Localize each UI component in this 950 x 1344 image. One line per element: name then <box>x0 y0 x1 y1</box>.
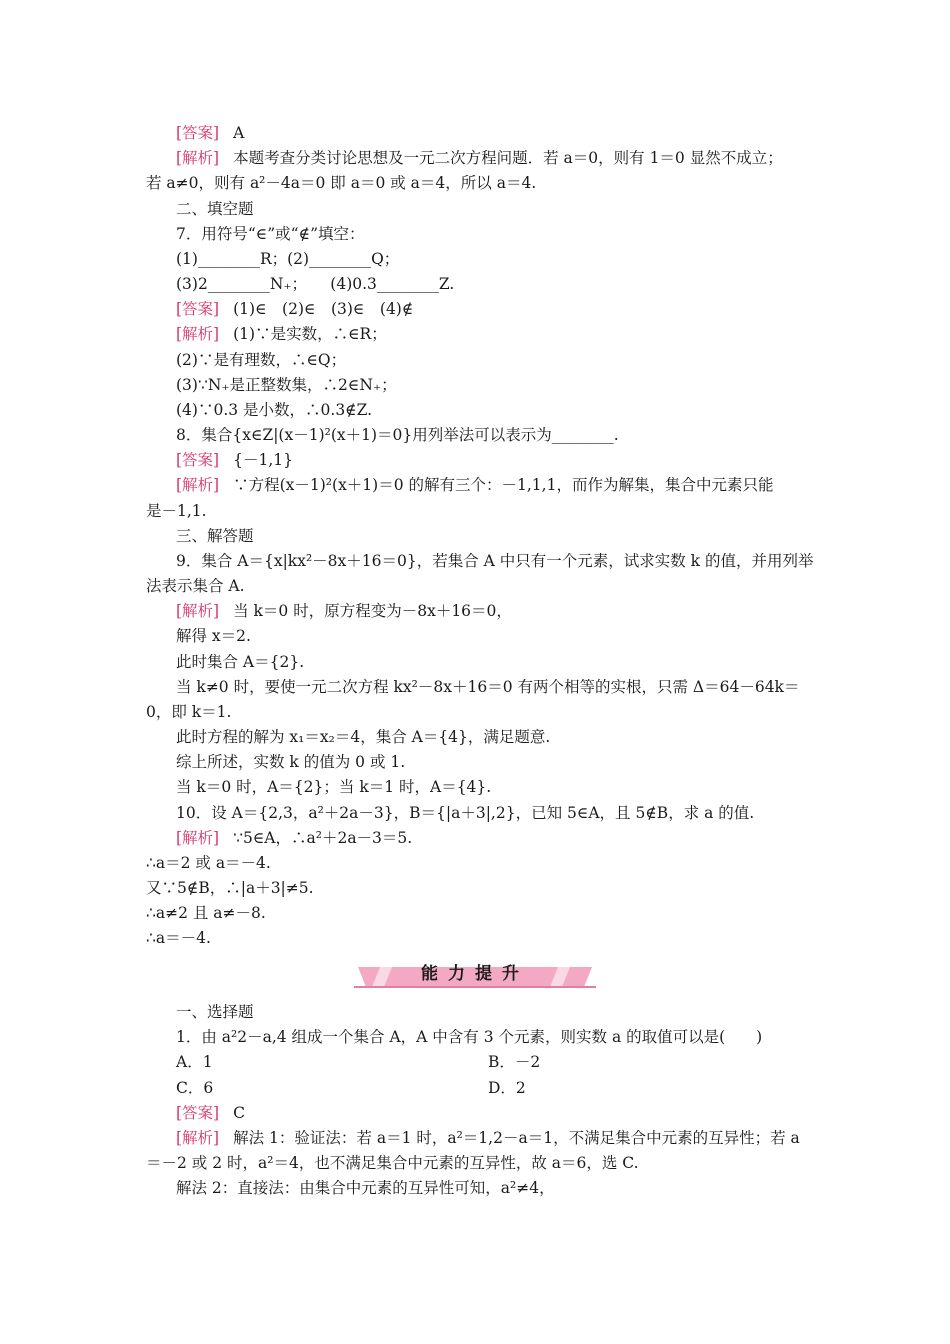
analysis-1: [解析] 解法 1：验证法：若 a＝1 时，a²＝1,2－a＝1，不满足集合中元素的互异性；若 a <box>176 1129 800 1147</box>
text-line: 解法 2：直接法：由集合中元素的互异性可知，a²≠4， <box>176 1179 555 1197</box>
text-line: 又∵5∉B，∴|a＋3|≠5. <box>146 879 314 897</box>
question-7: 7．用符号“∈”或“∉”填空： <box>176 225 365 243</box>
text-line: 0，即 k＝1. <box>146 703 232 721</box>
option-b: B．－2 <box>488 1053 541 1071</box>
analysis-10: [解析] ∵5∈A，∴a²＋2a－3＝5. <box>176 829 413 847</box>
question-1: 1．由 a²2－a,4 组成一个集合 A，A 中含有 3 个元素，则实数 a 的取值可以是( ) <box>176 1028 763 1046</box>
answer-tag: [答案] <box>176 451 220 469</box>
option-c: C．6 <box>176 1079 214 1097</box>
text-line: (4)∵0.3 是小数，∴0.3∉Z. <box>176 401 373 419</box>
analysis-tag: [解析] <box>176 149 220 167</box>
answer-1: [答案] C <box>176 1104 245 1122</box>
answer-tag: [答案] <box>176 124 220 142</box>
question-8: 8．集合{x∈Z|(x－1)²(x＋1)＝0}用列举法可以表示为________. <box>176 426 619 444</box>
banner-title: 能力提升 <box>421 964 529 984</box>
text-line: 是－1,1. <box>146 502 207 520</box>
text-line: 法表示集合 A. <box>146 577 245 595</box>
option-a: A．1 <box>176 1053 213 1071</box>
analysis-tag: [解析] <box>176 325 220 343</box>
section-heading: 三、解答题 <box>176 527 254 545</box>
section-banner <box>350 963 600 989</box>
analysis-6: [解析] 本题考查分类讨论思想及一元二次方程问题．若 a＝0，则有 1＝0 显然不成立； <box>176 149 783 167</box>
analysis-tag: [解析] <box>176 1129 220 1147</box>
analysis-7: [解析] (1)∵是实数，∴∈R； <box>176 325 387 343</box>
text-line: (3)2________N₊； (4)0.3________Z. <box>176 275 455 293</box>
answer-6: [答案] A <box>176 124 245 142</box>
analysis-tag: [解析] <box>176 602 220 620</box>
answer-7: [答案] (1)∈ (2)∈ (3)∈ (4)∉ <box>176 300 414 318</box>
text-line: 当 k＝0 时，A＝{2}；当 k＝1 时，A＝{4}. <box>176 778 492 796</box>
analysis-9: [解析] 当 k＝0 时，原方程变为－8x＋16＝0， <box>176 602 512 620</box>
text-line: (1)________R；(2)________Q； <box>176 250 400 268</box>
answer-tag: [答案] <box>176 300 220 318</box>
text-line: 此时集合 A＝{2}. <box>176 653 305 671</box>
analysis-tag: [解析] <box>176 829 220 847</box>
text-line: ∴a≠2 且 a≠－8. <box>146 904 266 922</box>
answer-8: [答案] {－1,1} <box>176 451 293 469</box>
analysis-tag: [解析] <box>176 476 220 494</box>
text-line: ＝－2 或 2 时，a²＝4，也不满足集合中元素的互异性，故 a＝6，选 C. <box>146 1154 639 1172</box>
question-9: 9．集合 A＝{x|kx²－8x＋16＝0}，若集合 A 中只有一个元素，试求实数 k 的值，并用列举 <box>176 552 814 570</box>
text-line: ∴a＝2 或 a＝－4. <box>146 854 271 872</box>
text-line: 此时方程的解为 x₁＝x₂＝4，集合 A＝{4}，满足题意. <box>176 728 551 746</box>
text-line: 若 a≠0，则有 a²－4a＝0 即 a＝0 或 a＝4，所以 a＝4. <box>146 174 537 192</box>
text-line: 当 k≠0 时，要使一元二次方程 kx²－8x＋16＝0 有两个相等的实根，只需 Δ＝64－64k＝ <box>176 678 800 696</box>
text-line: 综上所述，实数 k 的值为 0 或 1. <box>176 753 406 771</box>
answer-tag: [答案] <box>176 1104 220 1122</box>
section-heading: 二、填空题 <box>176 200 254 218</box>
section-heading: 一、选择题 <box>176 1003 254 1021</box>
text-line: 解得 x＝2. <box>176 627 251 645</box>
text-line: (3)∵N₊是正整数集，∴2∈N₊； <box>176 376 397 394</box>
question-10: 10．设 A＝{2,3，a²＋2a－3}，B＝{|a＋3|,2}，已知 5∈A，且 5∉B，求 a 的值. <box>176 804 755 822</box>
analysis-8: [解析] ∵方程(x－1)²(x＋1)＝0 的解有三个：－1,1,1，而作为解集，集合中元素只能 <box>176 476 774 494</box>
text-line: (2)∵是有理数，∴∈Q； <box>176 351 347 369</box>
text-line: ∴a＝－4. <box>146 929 211 947</box>
option-d: D．2 <box>488 1079 526 1097</box>
